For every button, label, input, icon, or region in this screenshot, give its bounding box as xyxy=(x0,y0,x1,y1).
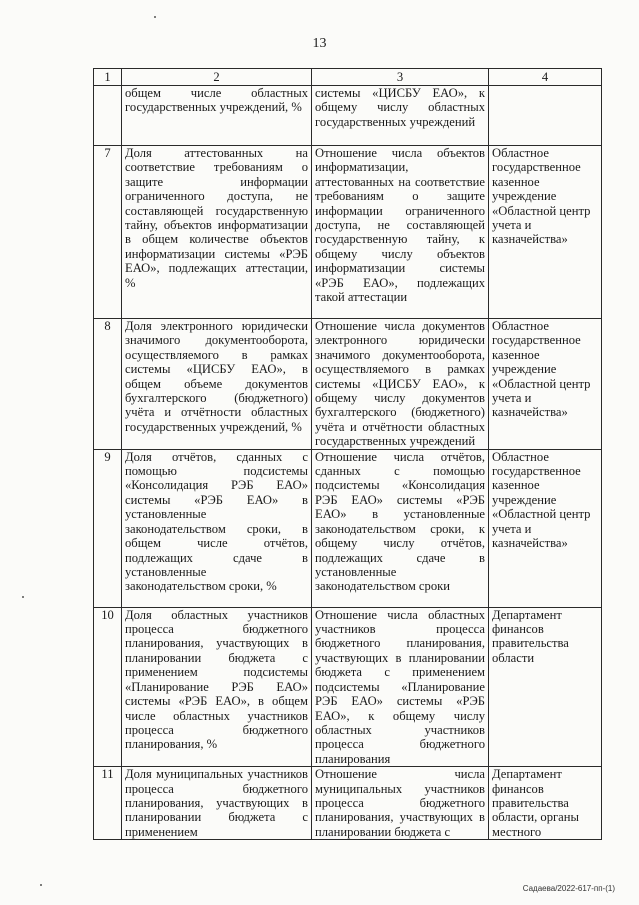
document-code: Садаева/2022-617-пп-(1) xyxy=(522,884,615,893)
responsible-cell: Департамент финансов правительства области, органы местного xyxy=(489,767,602,840)
table-header-row xyxy=(94,69,602,86)
indicator-cell: Доля муниципальных участников процесса бюджетного планирования, участвующих в планировании бюджета с применением xyxy=(122,767,312,840)
responsible-cell: Областное государственное казенное учреждение «Областной центр учета и казначейства» xyxy=(489,146,602,319)
indicator-cell: Доля отчётов, сданных с помощью подсистемы «Консолидация РЭБ ЕАО» системы «РЭБ ЕАО» в установленные законодательством сроки, в общем числе отчётов, подлежащих сдаче в установленные законодательством сроки, % xyxy=(122,449,312,607)
header-cell: 4 xyxy=(489,69,602,86)
row-number: 10 xyxy=(94,607,122,766)
header-cell: 2 xyxy=(122,69,312,86)
table-row xyxy=(94,86,602,146)
method-cell: Отношение числа муниципальных участников процесса бюджетного планирования, участвующих в планировании бюджета с xyxy=(312,767,489,840)
responsible-cell xyxy=(489,86,602,146)
row-number: 7 xyxy=(94,146,122,319)
indicator-cell: Доля электронного юридически значимого документооборота, осуществляемого в рамках системы «ЦИСБУ ЕАО», в общем объеме документов бухгалтерского (бюджетного) учёта и отчётности областных государственных учреждений, % xyxy=(122,319,312,450)
scan-speck xyxy=(154,16,156,18)
row-number: 8 xyxy=(94,319,122,450)
method-cell: Отношение числа отчётов, сданных с помощью подсистемы «Консолидация РЭБ ЕАО» системы «РЭБ ЕАО» в установленные законодательством сроки, к общему числу отчётов, подлежащих сдаче в установленные законодательством сроки xyxy=(312,449,489,607)
indicator-cell: общем числе областных государственных учреждений, % xyxy=(122,86,312,146)
responsible-cell: Областное государственное казенное учреждение «Областной центр учета и казначейства» xyxy=(489,449,602,607)
table-row xyxy=(94,146,602,319)
row-number: 11 xyxy=(94,767,122,840)
scan-speck xyxy=(40,884,42,886)
table-row xyxy=(94,607,602,766)
table-row xyxy=(94,319,602,450)
header-cell: 3 xyxy=(312,69,489,86)
indicator-cell: Доля аттестованных на соответствие требованиям о защите информации ограниченного доступа, не составляющей государственную тайну, объектов информатизации в общем количестве объектов информатизации системы «РЭБ ЕАО», подлежащих аттестации, % xyxy=(122,146,312,319)
method-cell: системы «ЦИСБУ ЕАО», к общему числу областных государственных учреждений xyxy=(312,86,489,146)
table-row xyxy=(94,449,602,607)
row-number: 9 xyxy=(94,449,122,607)
responsible-cell: Областное государственное казенное учреждение «Областной центр учета и казначейства» xyxy=(489,319,602,450)
scan-speck xyxy=(22,596,24,598)
indicator-cell: Доля областных участников процесса бюджетного планирования, участвующих в планировании бюджета с применением подсистемы «Планирование РЭБ ЕАО» системы «РЭБ ЕАО», в общем числе областных участников процесса бюджетного планирования, % xyxy=(122,607,312,766)
page-number: 13 xyxy=(312,36,327,51)
method-cell: Отношение числа областных участников процесса бюджетного планирования, участвующих в планировании бюджета с применением подсистемы «Планирование РЭБ ЕАО» системы «РЭБ ЕАО», к общему числу областных участников процесса бюджетного планирования xyxy=(312,607,489,766)
method-cell: Отношение числа объектов информатизации, аттестованных на соответствие требованиям о защите информации ограниченного доступа, не составляющей государственную тайну, к общему числу объектов информатизации системы «РЭБ ЕАО», подлежащих такой аттестации xyxy=(312,146,489,319)
table-row xyxy=(94,767,602,840)
indicators-table xyxy=(93,68,602,840)
method-cell: Отношение числа документов электронного юридически значимого документооборота, осуществляемого в рамках системы «ЦИСБУ ЕАО», к общему числу документов бухгалтерского (бюджетного) учёта и отчётности областных государственных учреждений xyxy=(312,319,489,450)
responsible-cell: Департамент финансов правительства области xyxy=(489,607,602,766)
row-number xyxy=(94,86,122,146)
header-cell: 1 xyxy=(94,69,122,86)
